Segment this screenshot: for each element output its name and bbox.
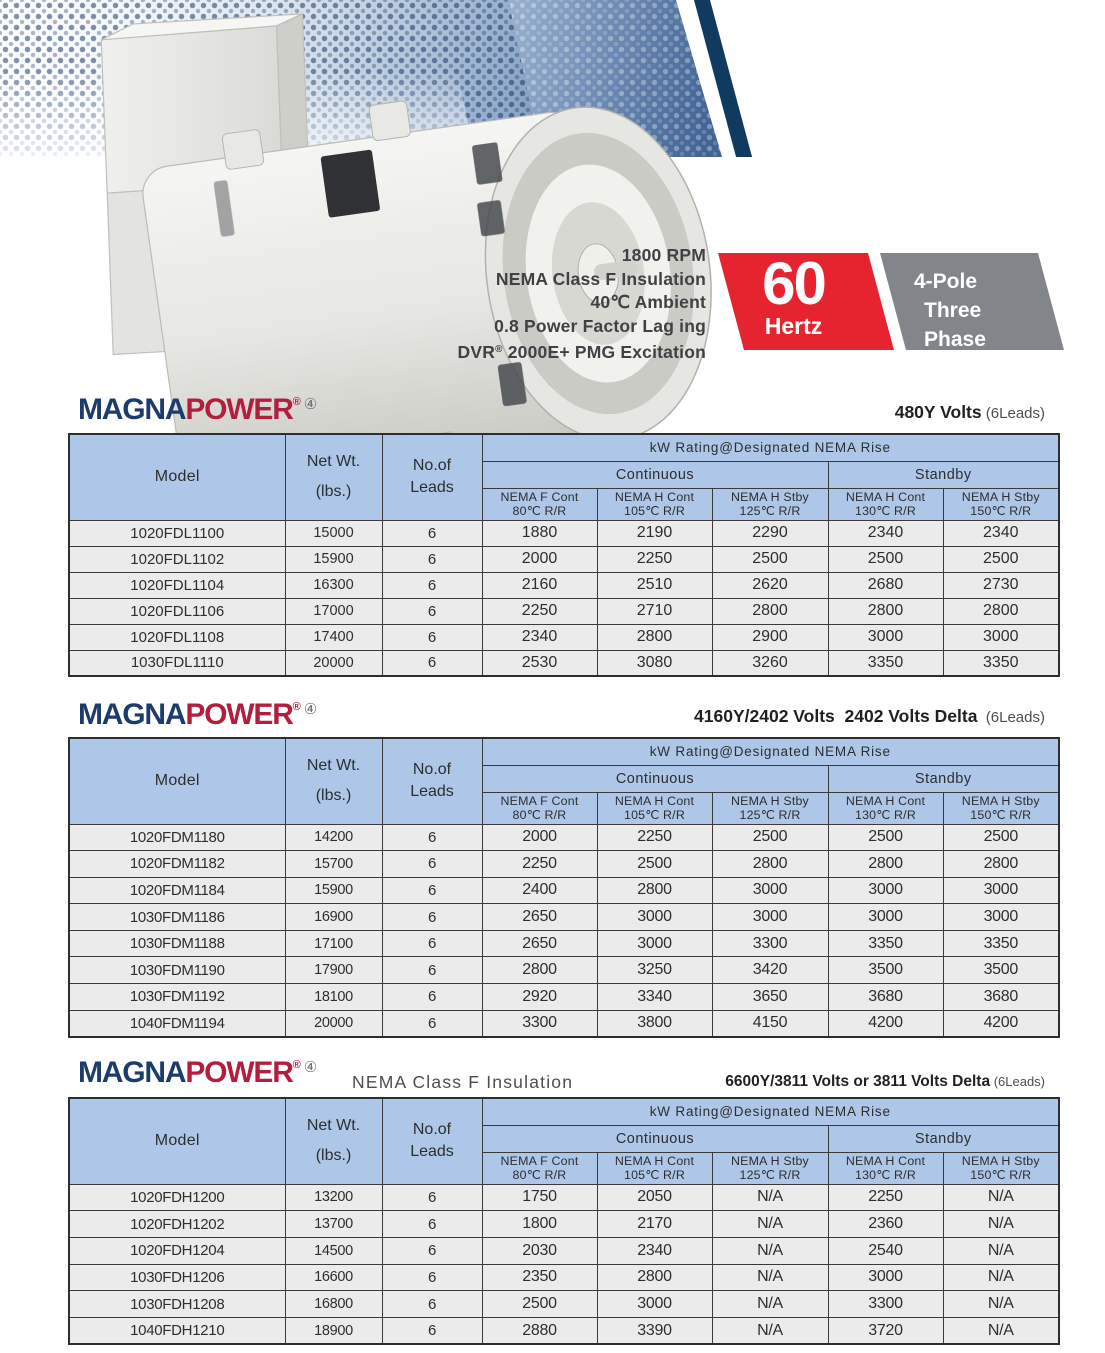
kw-value-cell: 2500 — [828, 546, 943, 572]
kw-value-cell: 3000 — [712, 877, 828, 904]
kw-value-cell: N/A — [943, 1264, 1059, 1291]
model-cell: 1020FDL1102 — [69, 546, 285, 572]
model-cell: 1020FDM1184 — [69, 877, 285, 904]
kw-value-cell: 2500 — [943, 546, 1059, 572]
standby-header: Standby — [828, 765, 1059, 792]
net-wt-cell: 17400 — [285, 624, 382, 650]
model-cell: 1040FDM1194 — [69, 1010, 285, 1037]
leads-cell: 6 — [382, 877, 482, 904]
col-header-nema-f-cont: NEMA F Cont 80℃ R/R — [482, 792, 597, 824]
kw-value-cell: 3300 — [712, 930, 828, 957]
standby-header: Standby — [828, 1125, 1059, 1152]
net-wt-cell: 14500 — [285, 1237, 382, 1264]
kw-value-cell: 2800 — [828, 598, 943, 624]
logo-power: POWER — [185, 698, 293, 731]
kw-value-cell: 2920 — [482, 984, 597, 1011]
model-cell: 1020FDH1202 — [69, 1211, 285, 1238]
net-wt-header: Net Wt. (lbs.) — [285, 738, 382, 824]
kw-value-cell: N/A — [712, 1291, 828, 1318]
table-row — [69, 1010, 1059, 1037]
kw-value-cell: 2000 — [482, 546, 597, 572]
kw-value-cell: 2510 — [597, 572, 712, 598]
leads-cell: 6 — [382, 546, 482, 572]
kw-value-cell: 2030 — [482, 1237, 597, 1264]
kw-value-cell: 2500 — [828, 824, 943, 851]
table-row — [69, 1317, 1059, 1344]
leads-cell: 6 — [382, 1184, 482, 1211]
net-wt-header: Net Wt. (lbs.) — [285, 434, 382, 520]
leads-cell: 6 — [382, 930, 482, 957]
kw-value-cell: 4200 — [828, 1010, 943, 1037]
kw-value-cell: 3300 — [828, 1291, 943, 1318]
kw-value-cell: 3650 — [712, 984, 828, 1011]
kw-value-cell: 2290 — [712, 520, 828, 546]
net-wt-header: Net Wt. (lbs.) — [285, 1098, 382, 1184]
leads-header: No.of Leads — [382, 434, 482, 520]
kw-value-cell: 2340 — [943, 520, 1059, 546]
col-header-nema-h-stby-150: NEMA H Stby 150℃ R/R — [943, 488, 1059, 520]
leads-cell: 6 — [382, 851, 482, 878]
registered-icon: ® — [292, 1059, 301, 1071]
kw-value-cell: N/A — [712, 1264, 828, 1291]
kw-value-cell: 3800 — [597, 1010, 712, 1037]
kw-value-cell: 3300 — [482, 1010, 597, 1037]
net-wt-cell: 20000 — [285, 1010, 382, 1037]
leads-header: No.of Leads — [382, 738, 482, 824]
registered-icon: ® — [495, 344, 503, 355]
col-header-nema-h-stby-150: NEMA H Stby 150℃ R/R — [943, 1152, 1059, 1184]
model-header: Model — [69, 738, 285, 824]
kw-value-cell: 3000 — [828, 877, 943, 904]
net-wt-cell: 13200 — [285, 1184, 382, 1211]
kw-value-cell: 3500 — [943, 957, 1059, 984]
kw-value-cell: 3000 — [597, 904, 712, 931]
kw-value-cell: 2540 — [828, 1237, 943, 1264]
kw-value-cell: 1750 — [482, 1184, 597, 1211]
kw-value-cell: 2340 — [482, 624, 597, 650]
voltage-title: 4160Y/2402 Volts 2402 Volts Delta — [694, 706, 978, 726]
kw-value-cell: 2620 — [712, 572, 828, 598]
kw-value-cell: 2250 — [828, 1184, 943, 1211]
pole-label: 4-Pole — [914, 270, 978, 293]
magnapower-logo — [78, 393, 317, 427]
kw-value-cell: 2340 — [828, 520, 943, 546]
net-wt-cell: 17000 — [285, 598, 382, 624]
kw-value-cell: 3000 — [597, 1291, 712, 1318]
kw-value-cell: N/A — [943, 1211, 1059, 1238]
leads-note: (6Leads) — [981, 405, 1045, 422]
phase-label: Three Phase — [924, 299, 986, 351]
kw-value-cell: 3420 — [712, 957, 828, 984]
col-header-nema-h-cont-105: NEMA H Cont 105℃ R/R — [597, 1152, 712, 1184]
spec-text-block — [300, 244, 706, 365]
ratings-table-6600y — [68, 1097, 1060, 1345]
table-row — [69, 957, 1059, 984]
leads-cell: 6 — [382, 598, 482, 624]
kw-value-cell: 3680 — [828, 984, 943, 1011]
magnapower-logo — [78, 698, 317, 732]
kw-value-cell: 2800 — [597, 1264, 712, 1291]
table-row — [69, 624, 1059, 650]
spec-dvr-rest: 2000E+ PMG Excitation — [502, 342, 706, 362]
kw-value-cell: 2530 — [482, 650, 597, 676]
model-cell: 1020FDM1182 — [69, 851, 285, 878]
kw-value-cell: 2000 — [482, 824, 597, 851]
kw-value-cell: 3000 — [712, 904, 828, 931]
kw-value-cell: 2650 — [482, 930, 597, 957]
kw-value-cell: 3260 — [712, 650, 828, 676]
net-wt-cell: 13700 — [285, 1211, 382, 1238]
kw-value-cell: 2340 — [597, 1237, 712, 1264]
model-header: Model — [69, 1098, 285, 1184]
kw-value-cell: 3000 — [943, 624, 1059, 650]
kw-value-cell: 3350 — [943, 930, 1059, 957]
spec-ambient: 40℃ Ambient — [590, 292, 706, 312]
kw-value-cell: 3350 — [828, 930, 943, 957]
table-row — [69, 904, 1059, 931]
net-wt-cell: 17900 — [285, 957, 382, 984]
table-row — [69, 520, 1059, 546]
col-header-nema-h-stby-125: NEMA H Stby 125℃ R/R — [712, 792, 828, 824]
circled-four-icon: ④ — [303, 701, 318, 718]
kw-value-cell: 2360 — [828, 1211, 943, 1238]
registered-icon: ® — [292, 396, 301, 408]
section-title-480y — [400, 402, 1045, 423]
net-wt-cell: 18900 — [285, 1317, 382, 1344]
kw-value-cell: 4200 — [943, 1010, 1059, 1037]
kw-value-cell: 2500 — [712, 824, 828, 851]
pole-phase-badge — [880, 253, 1064, 350]
hertz-value: 60 — [762, 250, 825, 317]
leads-cell: 6 — [382, 572, 482, 598]
net-wt-cell: 14200 — [285, 824, 382, 851]
model-cell: 1030FDH1208 — [69, 1291, 285, 1318]
leads-note: (6Leads) — [990, 1074, 1045, 1089]
kw-value-cell: 3680 — [943, 984, 1059, 1011]
spec-power-factor: 0.8 Power Factor Lag ing — [494, 315, 706, 336]
kw-value-cell: 2250 — [482, 598, 597, 624]
model-cell: 1030FDM1188 — [69, 930, 285, 957]
col-header-nema-h-cont-130: NEMA H Cont 130℃ R/R — [828, 1152, 943, 1184]
kw-value-cell: 3000 — [828, 1264, 943, 1291]
standby-header: Standby — [828, 461, 1059, 488]
table-row — [69, 598, 1059, 624]
kw-value-cell: 3080 — [597, 650, 712, 676]
table-row — [69, 1264, 1059, 1291]
kw-value-cell: N/A — [943, 1317, 1059, 1344]
kw-value-cell: 2650 — [482, 904, 597, 931]
kw-value-cell: 3250 — [597, 957, 712, 984]
model-cell: 1030FDM1186 — [69, 904, 285, 931]
spec-dvr: DVR — [457, 342, 496, 362]
net-wt-cell: 17100 — [285, 930, 382, 957]
kw-value-cell: 2800 — [943, 598, 1059, 624]
kw-value-cell: 2050 — [597, 1184, 712, 1211]
kw-value-cell: 3500 — [828, 957, 943, 984]
kw-value-cell: 2800 — [712, 851, 828, 878]
registered-icon: ® — [292, 701, 301, 713]
leads-cell: 6 — [382, 1211, 482, 1238]
col-header-nema-f-cont: NEMA F Cont 80℃ R/R — [482, 1152, 597, 1184]
kw-value-cell: 3350 — [828, 650, 943, 676]
kw-value-cell: 1880 — [482, 520, 597, 546]
kw-value-cell: N/A — [712, 1237, 828, 1264]
leads-cell: 6 — [382, 624, 482, 650]
hertz-badge — [718, 250, 894, 350]
magnapower-logo — [78, 1056, 317, 1090]
table-row — [69, 851, 1059, 878]
net-wt-cell: 16600 — [285, 1264, 382, 1291]
logo-magna: MAGNA — [78, 698, 186, 731]
kw-value-cell: 2800 — [712, 598, 828, 624]
kw-value-cell: 3000 — [597, 930, 712, 957]
leads-cell: 6 — [382, 1010, 482, 1037]
kw-value-cell: N/A — [943, 1237, 1059, 1264]
kw-value-cell: 3000 — [943, 904, 1059, 931]
kw-value-cell: 2190 — [597, 520, 712, 546]
table-row — [69, 824, 1059, 851]
model-cell: 1040FDH1210 — [69, 1317, 285, 1344]
kw-value-cell: N/A — [943, 1184, 1059, 1211]
col-header-nema-h-cont-130: NEMA H Cont 130℃ R/R — [828, 792, 943, 824]
kw-value-cell: 2500 — [597, 851, 712, 878]
col-header-nema-h-stby-125: NEMA H Stby 125℃ R/R — [712, 488, 828, 520]
hertz-label: Hertz — [764, 313, 823, 339]
continuous-header: Continuous — [482, 1125, 828, 1152]
model-cell: 1020FDL1104 — [69, 572, 285, 598]
model-cell: 1020FDM1180 — [69, 824, 285, 851]
voltage-title: 6600Y/3811 Volts or 3811 Volts Delta — [725, 1073, 991, 1090]
table-row — [69, 572, 1059, 598]
section-title-4160y — [400, 706, 1045, 727]
model-cell: 1020FDL1108 — [69, 624, 285, 650]
circled-four-icon: ④ — [303, 1059, 318, 1076]
leads-cell: 6 — [382, 824, 482, 851]
kw-value-cell: 2710 — [597, 598, 712, 624]
kw-value-cell: N/A — [943, 1291, 1059, 1318]
logo-power: POWER — [185, 393, 293, 426]
leads-cell: 6 — [382, 650, 482, 676]
kw-value-cell: N/A — [712, 1211, 828, 1238]
table-row — [69, 1291, 1059, 1318]
kw-value-cell: 2170 — [597, 1211, 712, 1238]
model-cell: 1020FDL1100 — [69, 520, 285, 546]
model-cell: 1030FDH1206 — [69, 1264, 285, 1291]
kw-value-cell: 1800 — [482, 1211, 597, 1238]
kw-value-cell: 2900 — [712, 624, 828, 650]
net-wt-cell: 20000 — [285, 650, 382, 676]
continuous-header: Continuous — [482, 765, 828, 792]
model-cell: 1020FDH1204 — [69, 1237, 285, 1264]
leads-header: No.of Leads — [382, 1098, 482, 1184]
model-cell: 1020FDL1106 — [69, 598, 285, 624]
table-row — [69, 546, 1059, 572]
leads-cell: 6 — [382, 984, 482, 1011]
ratings-table-4160y — [68, 737, 1060, 1038]
kw-value-cell: 2250 — [482, 851, 597, 878]
kw-value-cell: 2400 — [482, 877, 597, 904]
spec-excitation — [300, 338, 706, 365]
leads-cell: 6 — [382, 904, 482, 931]
model-cell: 1030FDL1110 — [69, 650, 285, 676]
table-row — [69, 1211, 1059, 1238]
table-row — [69, 650, 1059, 676]
spec-rpm: 1800 RPM — [621, 245, 706, 265]
table-row — [69, 1184, 1059, 1211]
kw-value-cell: 2800 — [828, 851, 943, 878]
kw-value-cell: 4150 — [712, 1010, 828, 1037]
col-header-nema-h-cont-105: NEMA H Cont 105℃ R/R — [597, 792, 712, 824]
leads-cell: 6 — [382, 1264, 482, 1291]
kw-value-cell: 2800 — [597, 624, 712, 650]
logo-power: POWER — [185, 1056, 293, 1089]
col-header-nema-h-cont-105: NEMA H Cont 105℃ R/R — [597, 488, 712, 520]
ratings-table-480y — [68, 433, 1060, 677]
kw-rating-header: kW Rating@Designated NEMA Rise — [482, 738, 1059, 765]
model-cell: 1020FDH1200 — [69, 1184, 285, 1211]
kw-value-cell: 3350 — [943, 650, 1059, 676]
kw-value-cell: N/A — [712, 1317, 828, 1344]
model-header: Model — [69, 434, 285, 520]
spec-insulation: NEMA Class F Insulation — [495, 268, 706, 289]
model-cell: 1030FDM1190 — [69, 957, 285, 984]
col-header-nema-h-stby-125: NEMA H Stby 125℃ R/R — [712, 1152, 828, 1184]
kw-value-cell: 2730 — [943, 572, 1059, 598]
continuous-header: Continuous — [482, 461, 828, 488]
table-row — [69, 877, 1059, 904]
kw-value-cell: 3390 — [597, 1317, 712, 1344]
circled-four-icon: ④ — [303, 396, 318, 413]
kw-value-cell: 2800 — [482, 957, 597, 984]
kw-value-cell: 2500 — [943, 824, 1059, 851]
table-row — [69, 930, 1059, 957]
logo-magna: MAGNA — [78, 393, 186, 426]
col-header-nema-h-stby-150: NEMA H Stby 150℃ R/R — [943, 792, 1059, 824]
net-wt-cell: 15000 — [285, 520, 382, 546]
kw-value-cell: 3000 — [828, 904, 943, 931]
net-wt-cell: 15900 — [285, 546, 382, 572]
leads-cell: 6 — [382, 1317, 482, 1344]
kw-rating-header: kW Rating@Designated NEMA Rise — [482, 1098, 1059, 1125]
table-row — [69, 1237, 1059, 1264]
net-wt-cell: 18100 — [285, 984, 382, 1011]
kw-rating-header: kW Rating@Designated NEMA Rise — [482, 434, 1059, 461]
voltage-title: 480Y Volts — [894, 402, 982, 422]
leads-cell: 6 — [382, 1291, 482, 1318]
leads-note: (6Leads) — [977, 709, 1045, 726]
leads-cell: 6 — [382, 957, 482, 984]
insulation-note: NEMA Class F Insulation — [352, 1072, 574, 1092]
kw-value-cell: 2500 — [482, 1291, 597, 1318]
kw-value-cell: 2680 — [828, 572, 943, 598]
kw-value-cell: 2350 — [482, 1264, 597, 1291]
kw-value-cell: 2800 — [597, 877, 712, 904]
net-wt-cell: 16300 — [285, 572, 382, 598]
table-row — [69, 984, 1059, 1011]
kw-value-cell: 2500 — [712, 546, 828, 572]
kw-value-cell: 3720 — [828, 1317, 943, 1344]
kw-value-cell: 3000 — [828, 624, 943, 650]
net-wt-cell: 15700 — [285, 851, 382, 878]
kw-value-cell: 2880 — [482, 1317, 597, 1344]
net-wt-cell: 16800 — [285, 1291, 382, 1318]
model-cell: 1030FDM1192 — [69, 984, 285, 1011]
logo-magna: MAGNA — [78, 1056, 186, 1089]
kw-value-cell: 2250 — [597, 546, 712, 572]
leads-cell: 6 — [382, 1237, 482, 1264]
kw-value-cell: 2160 — [482, 572, 597, 598]
col-header-nema-h-cont-130: NEMA H Cont 130℃ R/R — [828, 488, 943, 520]
col-header-nema-f-cont: NEMA F Cont 80℃ R/R — [482, 488, 597, 520]
section-title-6600y — [400, 1073, 1045, 1091]
net-wt-cell: 16900 — [285, 904, 382, 931]
net-wt-cell: 15900 — [285, 877, 382, 904]
kw-value-cell: 3000 — [943, 877, 1059, 904]
leads-cell: 6 — [382, 520, 482, 546]
kw-value-cell: 3340 — [597, 984, 712, 1011]
kw-value-cell: N/A — [712, 1184, 828, 1211]
kw-value-cell: 2800 — [943, 851, 1059, 878]
kw-value-cell: 2250 — [597, 824, 712, 851]
